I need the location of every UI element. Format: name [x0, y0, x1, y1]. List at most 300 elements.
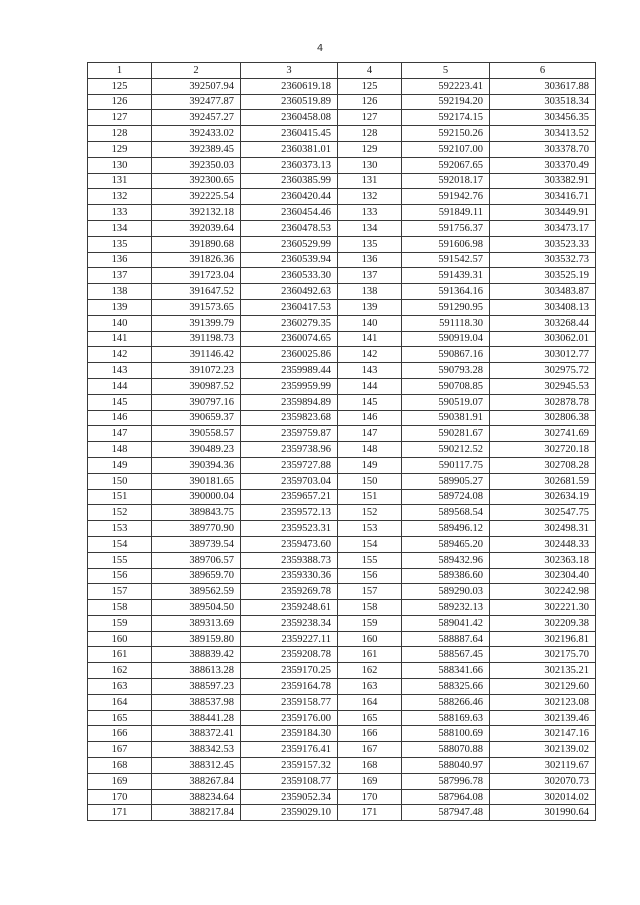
- cell-x-coordinate-b: 590519.07: [402, 394, 490, 410]
- cell-x-coordinate-b: 591364.16: [402, 284, 490, 300]
- cell-x-coordinate-a: 392389.45: [152, 141, 241, 157]
- cell-y-coordinate-a: 2359108.77: [241, 773, 338, 789]
- cell-point-id-a: 168: [88, 758, 152, 774]
- cell-x-coordinate-b: 591118.30: [402, 315, 490, 331]
- cell-x-coordinate-a: 392477.87: [152, 94, 241, 110]
- cell-point-id-a: 144: [88, 378, 152, 394]
- cell-point-id-b: 158: [338, 600, 402, 616]
- table-row: [88, 473, 596, 489]
- cell-point-id-a: 147: [88, 426, 152, 442]
- cell-x-coordinate-b: 588070.88: [402, 742, 490, 758]
- cell-y-coordinate-b: 302498.31: [490, 521, 596, 537]
- cell-point-id-b: 133: [338, 205, 402, 221]
- cell-x-coordinate-b: 587964.08: [402, 789, 490, 805]
- table-row: [88, 268, 596, 284]
- cell-y-coordinate-b: 303617.88: [490, 78, 596, 94]
- cell-y-coordinate-b: 302139.02: [490, 742, 596, 758]
- cell-point-id-a: 137: [88, 268, 152, 284]
- table-row: [88, 584, 596, 600]
- cell-y-coordinate-b: 302135.21: [490, 663, 596, 679]
- cell-x-coordinate-a: 389706.57: [152, 552, 241, 568]
- cell-point-id-b: 167: [338, 742, 402, 758]
- cell-y-coordinate-b: 303382.91: [490, 173, 596, 189]
- cell-y-coordinate-a: 2360385.99: [241, 173, 338, 189]
- cell-y-coordinate-a: 2359727.88: [241, 457, 338, 473]
- table-row: [88, 631, 596, 647]
- cell-x-coordinate-a: 390797.16: [152, 394, 241, 410]
- cell-point-id-b: 165: [338, 710, 402, 726]
- cell-point-id-a: 153: [88, 521, 152, 537]
- cell-y-coordinate-a: 2359738.96: [241, 442, 338, 458]
- cell-x-coordinate-b: 590793.28: [402, 363, 490, 379]
- cell-y-coordinate-b: 302741.69: [490, 426, 596, 442]
- cell-y-coordinate-a: 2360279.35: [241, 315, 338, 331]
- cell-x-coordinate-a: 392507.94: [152, 78, 241, 94]
- cell-x-coordinate-b: 592018.17: [402, 173, 490, 189]
- cell-point-id-b: 170: [338, 789, 402, 805]
- coordinates-table: [87, 62, 596, 821]
- cell-point-id-b: 134: [338, 220, 402, 236]
- cell-point-id-b: 139: [338, 299, 402, 315]
- cell-y-coordinate-b: 303012.77: [490, 347, 596, 363]
- cell-point-id-b: 141: [338, 331, 402, 347]
- cell-x-coordinate-a: 388597.23: [152, 679, 241, 695]
- cell-y-coordinate-a: 2360381.01: [241, 141, 338, 157]
- header-col-2: 2: [152, 63, 241, 79]
- cell-point-id-a: 154: [88, 536, 152, 552]
- table-row: [88, 726, 596, 742]
- table-row: [88, 489, 596, 505]
- cell-y-coordinate-a: 2359208.78: [241, 647, 338, 663]
- cell-point-id-a: 151: [88, 489, 152, 505]
- cell-y-coordinate-a: 2359269.78: [241, 584, 338, 600]
- cell-x-coordinate-b: 591942.76: [402, 189, 490, 205]
- cell-point-id-b: 155: [338, 552, 402, 568]
- cell-x-coordinate-b: 591849.11: [402, 205, 490, 221]
- cell-y-coordinate-b: 303268.44: [490, 315, 596, 331]
- cell-x-coordinate-a: 390558.57: [152, 426, 241, 442]
- cell-point-id-a: 162: [88, 663, 152, 679]
- cell-point-id-a: 142: [88, 347, 152, 363]
- cell-y-coordinate-a: 2359164.78: [241, 679, 338, 695]
- cell-y-coordinate-b: 302304.40: [490, 568, 596, 584]
- cell-y-coordinate-a: 2360529.99: [241, 236, 338, 252]
- cell-point-id-a: 161: [88, 647, 152, 663]
- cell-point-id-a: 171: [88, 805, 152, 821]
- table-row: [88, 78, 596, 94]
- cell-x-coordinate-b: 590867.16: [402, 347, 490, 363]
- cell-y-coordinate-b: 302878.78: [490, 394, 596, 410]
- table-row: [88, 236, 596, 252]
- cell-x-coordinate-b: 588341.66: [402, 663, 490, 679]
- table-row: [88, 315, 596, 331]
- cell-y-coordinate-a: 2359894.89: [241, 394, 338, 410]
- cell-x-coordinate-b: 589232.13: [402, 600, 490, 616]
- cell-x-coordinate-a: 388312.45: [152, 758, 241, 774]
- cell-x-coordinate-a: 388441.28: [152, 710, 241, 726]
- cell-point-id-a: 132: [88, 189, 152, 205]
- cell-y-coordinate-b: 302119.67: [490, 758, 596, 774]
- cell-x-coordinate-b: 591290.95: [402, 299, 490, 315]
- cell-x-coordinate-a: 389504.50: [152, 600, 241, 616]
- cell-x-coordinate-b: 589432.96: [402, 552, 490, 568]
- header-row: [88, 63, 596, 79]
- cell-x-coordinate-a: 390000.04: [152, 489, 241, 505]
- cell-x-coordinate-a: 391890.68: [152, 236, 241, 252]
- cell-y-coordinate-b: 303370.49: [490, 157, 596, 173]
- cell-point-id-a: 139: [88, 299, 152, 315]
- cell-point-id-a: 130: [88, 157, 152, 173]
- cell-point-id-b: 171: [338, 805, 402, 821]
- cell-point-id-b: 157: [338, 584, 402, 600]
- cell-point-id-a: 141: [88, 331, 152, 347]
- cell-x-coordinate-b: 591756.37: [402, 220, 490, 236]
- cell-point-id-a: 138: [88, 284, 152, 300]
- cell-point-id-a: 146: [88, 410, 152, 426]
- cell-point-id-b: 127: [338, 110, 402, 126]
- cell-y-coordinate-b: 302945.53: [490, 378, 596, 394]
- cell-x-coordinate-b: 589041.42: [402, 615, 490, 631]
- table-row: [88, 410, 596, 426]
- table-row: [88, 663, 596, 679]
- cell-x-coordinate-a: 391146.42: [152, 347, 241, 363]
- table-row: [88, 94, 596, 110]
- cell-point-id-a: 166: [88, 726, 152, 742]
- cell-y-coordinate-b: 303062.01: [490, 331, 596, 347]
- header-col-4: 4: [338, 63, 402, 79]
- cell-y-coordinate-b: 302147.16: [490, 726, 596, 742]
- cell-y-coordinate-b: 303483.87: [490, 284, 596, 300]
- cell-y-coordinate-a: 2359959.99: [241, 378, 338, 394]
- cell-x-coordinate-a: 392225.54: [152, 189, 241, 205]
- cell-point-id-b: 136: [338, 252, 402, 268]
- cell-point-id-b: 135: [338, 236, 402, 252]
- cell-point-id-a: 165: [88, 710, 152, 726]
- cell-point-id-b: 168: [338, 758, 402, 774]
- table-row: [88, 173, 596, 189]
- cell-x-coordinate-a: 392457.27: [152, 110, 241, 126]
- table-row: [88, 505, 596, 521]
- cell-x-coordinate-b: 588100.69: [402, 726, 490, 742]
- table-row: [88, 363, 596, 379]
- table-body: [88, 78, 596, 820]
- cell-point-id-b: 149: [338, 457, 402, 473]
- table-row: [88, 331, 596, 347]
- cell-x-coordinate-a: 388217.84: [152, 805, 241, 821]
- table-row: [88, 394, 596, 410]
- cell-x-coordinate-a: 391198.73: [152, 331, 241, 347]
- cell-y-coordinate-a: 2359170.25: [241, 663, 338, 679]
- cell-point-id-a: 150: [88, 473, 152, 489]
- table-row: [88, 521, 596, 537]
- cell-y-coordinate-b: 303473.17: [490, 220, 596, 236]
- cell-y-coordinate-b: 302634.19: [490, 489, 596, 505]
- cell-y-coordinate-b: 302014.02: [490, 789, 596, 805]
- cell-x-coordinate-b: 592194.20: [402, 94, 490, 110]
- cell-x-coordinate-a: 389562.59: [152, 584, 241, 600]
- cell-point-id-a: 155: [88, 552, 152, 568]
- cell-point-id-a: 164: [88, 694, 152, 710]
- cell-x-coordinate-b: 589724.08: [402, 489, 490, 505]
- table-row: [88, 679, 596, 695]
- cell-point-id-b: 162: [338, 663, 402, 679]
- cell-x-coordinate-a: 390394.36: [152, 457, 241, 473]
- table-row: [88, 205, 596, 221]
- cell-y-coordinate-b: 302175.70: [490, 647, 596, 663]
- cell-x-coordinate-b: 592223.41: [402, 78, 490, 94]
- cell-x-coordinate-b: 590919.04: [402, 331, 490, 347]
- cell-point-id-b: 130: [338, 157, 402, 173]
- table-row: [88, 600, 596, 616]
- cell-y-coordinate-b: 302448.33: [490, 536, 596, 552]
- cell-y-coordinate-b: 301990.64: [490, 805, 596, 821]
- cell-x-coordinate-b: 590212.52: [402, 442, 490, 458]
- cell-y-coordinate-b: 302720.18: [490, 442, 596, 458]
- cell-x-coordinate-b: 589290.03: [402, 584, 490, 600]
- cell-point-id-a: 159: [88, 615, 152, 631]
- cell-y-coordinate-a: 2359248.61: [241, 600, 338, 616]
- table-row: [88, 378, 596, 394]
- cell-point-id-b: 126: [338, 94, 402, 110]
- cell-point-id-b: 147: [338, 426, 402, 442]
- cell-y-coordinate-b: 302547.75: [490, 505, 596, 521]
- cell-point-id-a: 143: [88, 363, 152, 379]
- cell-x-coordinate-a: 389843.75: [152, 505, 241, 521]
- cell-y-coordinate-a: 2359989.44: [241, 363, 338, 379]
- cell-point-id-b: 131: [338, 173, 402, 189]
- cell-x-coordinate-a: 391826.36: [152, 252, 241, 268]
- cell-y-coordinate-a: 2359759.87: [241, 426, 338, 442]
- cell-y-coordinate-a: 2360619.18: [241, 78, 338, 94]
- cell-point-id-b: 145: [338, 394, 402, 410]
- cell-x-coordinate-a: 391647.52: [152, 284, 241, 300]
- cell-x-coordinate-a: 388267.84: [152, 773, 241, 789]
- cell-point-id-a: 135: [88, 236, 152, 252]
- cell-x-coordinate-a: 388613.28: [152, 663, 241, 679]
- cell-point-id-a: 127: [88, 110, 152, 126]
- cell-x-coordinate-a: 388372.41: [152, 726, 241, 742]
- cell-x-coordinate-b: 590381.91: [402, 410, 490, 426]
- cell-y-coordinate-a: 2359330.36: [241, 568, 338, 584]
- cell-y-coordinate-b: 302221.30: [490, 600, 596, 616]
- cell-point-id-a: 156: [88, 568, 152, 584]
- table-row: [88, 220, 596, 236]
- cell-point-id-b: 148: [338, 442, 402, 458]
- cell-point-id-a: 136: [88, 252, 152, 268]
- cell-y-coordinate-a: 2360415.45: [241, 126, 338, 142]
- cell-y-coordinate-a: 2359523.31: [241, 521, 338, 537]
- cell-y-coordinate-b: 303456.35: [490, 110, 596, 126]
- cell-y-coordinate-b: 303523.33: [490, 236, 596, 252]
- cell-x-coordinate-a: 388839.42: [152, 647, 241, 663]
- table-row: [88, 773, 596, 789]
- cell-point-id-b: 142: [338, 347, 402, 363]
- cell-point-id-b: 137: [338, 268, 402, 284]
- cell-point-id-b: 125: [338, 78, 402, 94]
- cell-x-coordinate-b: 592067.65: [402, 157, 490, 173]
- table-row: [88, 252, 596, 268]
- cell-x-coordinate-a: 388342.53: [152, 742, 241, 758]
- table-row: [88, 694, 596, 710]
- cell-y-coordinate-a: 2360074.65: [241, 331, 338, 347]
- cell-point-id-a: 167: [88, 742, 152, 758]
- cell-y-coordinate-b: 302070.73: [490, 773, 596, 789]
- cell-y-coordinate-a: 2359227.11: [241, 631, 338, 647]
- table-row: [88, 758, 596, 774]
- table-row: [88, 742, 596, 758]
- cell-y-coordinate-a: 2360533.30: [241, 268, 338, 284]
- cell-x-coordinate-b: 588040.97: [402, 758, 490, 774]
- table-row: [88, 284, 596, 300]
- cell-x-coordinate-a: 388537.98: [152, 694, 241, 710]
- cell-x-coordinate-b: 589386.60: [402, 568, 490, 584]
- cell-y-coordinate-b: 302708.28: [490, 457, 596, 473]
- cell-x-coordinate-a: 391723.04: [152, 268, 241, 284]
- cell-point-id-a: 169: [88, 773, 152, 789]
- cell-x-coordinate-b: 587996.78: [402, 773, 490, 789]
- cell-point-id-a: 134: [88, 220, 152, 236]
- cell-y-coordinate-a: 2359657.21: [241, 489, 338, 505]
- table-row: [88, 457, 596, 473]
- cell-point-id-b: 152: [338, 505, 402, 521]
- cell-x-coordinate-a: 391573.65: [152, 299, 241, 315]
- cell-point-id-b: 159: [338, 615, 402, 631]
- cell-x-coordinate-a: 389313.69: [152, 615, 241, 631]
- cell-point-id-b: 129: [338, 141, 402, 157]
- cell-x-coordinate-b: 589465.20: [402, 536, 490, 552]
- cell-point-id-b: 144: [338, 378, 402, 394]
- cell-x-coordinate-a: 388234.64: [152, 789, 241, 805]
- cell-y-coordinate-b: 302139.46: [490, 710, 596, 726]
- header-col-6: 6: [490, 63, 596, 79]
- cell-y-coordinate-a: 2360417.53: [241, 299, 338, 315]
- cell-point-id-b: 132: [338, 189, 402, 205]
- cell-x-coordinate-b: 591542.57: [402, 252, 490, 268]
- cell-x-coordinate-b: 588325.66: [402, 679, 490, 695]
- cell-point-id-a: 129: [88, 141, 152, 157]
- cell-x-coordinate-b: 587947.48: [402, 805, 490, 821]
- cell-y-coordinate-a: 2359158.77: [241, 694, 338, 710]
- cell-y-coordinate-b: 302209.38: [490, 615, 596, 631]
- table-row: [88, 568, 596, 584]
- cell-y-coordinate-b: 303413.52: [490, 126, 596, 142]
- table-row: [88, 710, 596, 726]
- cell-y-coordinate-b: 302363.18: [490, 552, 596, 568]
- table-row: [88, 110, 596, 126]
- cell-y-coordinate-a: 2360492.63: [241, 284, 338, 300]
- cell-y-coordinate-b: 303378.70: [490, 141, 596, 157]
- cell-x-coordinate-b: 588567.45: [402, 647, 490, 663]
- cell-point-id-b: 143: [338, 363, 402, 379]
- cell-x-coordinate-a: 392132.18: [152, 205, 241, 221]
- cell-point-id-b: 156: [338, 568, 402, 584]
- cell-point-id-b: 163: [338, 679, 402, 695]
- cell-y-coordinate-b: 303449.91: [490, 205, 596, 221]
- cell-y-coordinate-a: 2359572.13: [241, 505, 338, 521]
- cell-y-coordinate-b: 302123.08: [490, 694, 596, 710]
- cell-y-coordinate-b: 302129.60: [490, 679, 596, 695]
- table-row: [88, 347, 596, 363]
- cell-y-coordinate-b: 303525.19: [490, 268, 596, 284]
- page-number: 4: [316, 43, 324, 54]
- cell-x-coordinate-b: 590117.75: [402, 457, 490, 473]
- cell-x-coordinate-b: 589496.12: [402, 521, 490, 537]
- cell-y-coordinate-a: 2359176.00: [241, 710, 338, 726]
- cell-x-coordinate-a: 389659.70: [152, 568, 241, 584]
- cell-x-coordinate-b: 589568.54: [402, 505, 490, 521]
- cell-y-coordinate-a: 2360539.94: [241, 252, 338, 268]
- cell-y-coordinate-a: 2359052.34: [241, 789, 338, 805]
- cell-x-coordinate-b: 592107.00: [402, 141, 490, 157]
- cell-y-coordinate-a: 2360458.08: [241, 110, 338, 126]
- cell-y-coordinate-a: 2360478.53: [241, 220, 338, 236]
- cell-x-coordinate-a: 390987.52: [152, 378, 241, 394]
- cell-point-id-a: 131: [88, 173, 152, 189]
- cell-point-id-b: 160: [338, 631, 402, 647]
- table-row: [88, 126, 596, 142]
- table-row: [88, 789, 596, 805]
- cell-x-coordinate-a: 392039.64: [152, 220, 241, 236]
- cell-x-coordinate-b: 590708.85: [402, 378, 490, 394]
- cell-y-coordinate-a: 2359157.32: [241, 758, 338, 774]
- cell-y-coordinate-b: 303532.73: [490, 252, 596, 268]
- cell-x-coordinate-a: 392300.65: [152, 173, 241, 189]
- cell-x-coordinate-b: 590281.67: [402, 426, 490, 442]
- cell-point-id-a: 157: [88, 584, 152, 600]
- cell-x-coordinate-a: 389739.54: [152, 536, 241, 552]
- table-row: [88, 141, 596, 157]
- cell-x-coordinate-a: 392433.02: [152, 126, 241, 142]
- cell-point-id-a: 158: [88, 600, 152, 616]
- table-row: [88, 189, 596, 205]
- cell-x-coordinate-a: 391399.79: [152, 315, 241, 331]
- cell-y-coordinate-a: 2359823.68: [241, 410, 338, 426]
- cell-y-coordinate-b: 303518.34: [490, 94, 596, 110]
- cell-x-coordinate-b: 589905.27: [402, 473, 490, 489]
- table-row: [88, 552, 596, 568]
- table-row: [88, 615, 596, 631]
- cell-point-id-b: 128: [338, 126, 402, 142]
- cell-y-coordinate-a: 2359029.10: [241, 805, 338, 821]
- cell-x-coordinate-b: 591606.98: [402, 236, 490, 252]
- cell-point-id-a: 152: [88, 505, 152, 521]
- table-row: [88, 442, 596, 458]
- cell-point-id-a: 170: [88, 789, 152, 805]
- cell-x-coordinate-a: 390181.65: [152, 473, 241, 489]
- cell-point-id-a: 163: [88, 679, 152, 695]
- cell-y-coordinate-a: 2360373.13: [241, 157, 338, 173]
- header-col-5: 5: [402, 63, 490, 79]
- table-row: [88, 426, 596, 442]
- cell-y-coordinate-a: 2360454.46: [241, 205, 338, 221]
- cell-point-id-a: 145: [88, 394, 152, 410]
- table-row: [88, 299, 596, 315]
- cell-point-id-a: 160: [88, 631, 152, 647]
- table-header: [88, 63, 596, 79]
- table-row: [88, 536, 596, 552]
- cell-x-coordinate-a: 391072.23: [152, 363, 241, 379]
- cell-point-id-b: 161: [338, 647, 402, 663]
- cell-point-id-b: 146: [338, 410, 402, 426]
- cell-y-coordinate-b: 303416.71: [490, 189, 596, 205]
- cell-y-coordinate-b: 302242.98: [490, 584, 596, 600]
- cell-point-id-a: 140: [88, 315, 152, 331]
- cell-y-coordinate-a: 2359703.04: [241, 473, 338, 489]
- cell-point-id-b: 140: [338, 315, 402, 331]
- cell-y-coordinate-a: 2359388.73: [241, 552, 338, 568]
- cell-y-coordinate-a: 2359238.34: [241, 615, 338, 631]
- header-col-1: 1: [88, 63, 152, 79]
